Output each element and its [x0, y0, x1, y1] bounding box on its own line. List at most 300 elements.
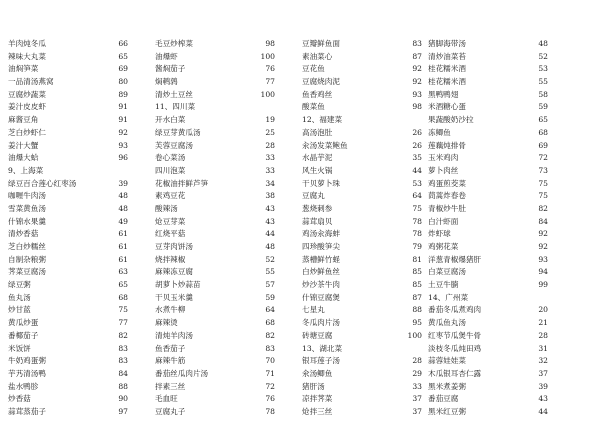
- index-entry: [428, 190, 548, 203]
- index-entry: [155, 127, 275, 140]
- index-entry: [8, 76, 128, 89]
- page-number: 83: [118, 356, 128, 366]
- index-entry: [8, 241, 128, 254]
- page-number: 75: [538, 191, 548, 201]
- index-column-4: [428, 38, 548, 419]
- index-entry: [302, 330, 422, 343]
- dish-name: 鱼丸汤: [8, 292, 31, 302]
- index-entry: [8, 89, 128, 102]
- index-entry: [8, 393, 128, 406]
- page-number: 61: [118, 229, 128, 239]
- page-number: 85: [412, 280, 422, 290]
- page-number: 68: [538, 127, 548, 137]
- page-number: 55: [265, 267, 275, 277]
- section-heading: [302, 114, 422, 127]
- page-number: 58: [538, 89, 548, 99]
- dish-name: 水煮牛柳: [155, 305, 186, 315]
- page-number: 64: [412, 191, 422, 201]
- page-number: 82: [265, 330, 275, 340]
- page-number: 48: [265, 242, 275, 251]
- index-entry: [155, 317, 275, 330]
- dish-name: 清炖羊肉汤: [155, 330, 193, 340]
- dish-name: 羊肉炖冬瓜: [8, 39, 46, 48]
- page-number: 88: [412, 305, 422, 315]
- page-number: 37: [412, 406, 422, 416]
- dish-name: 豆腐丸: [302, 191, 325, 201]
- index-entry: [8, 190, 128, 203]
- page-number: 100: [260, 51, 275, 61]
- dish-name: 麻辣冻豆腐: [155, 267, 193, 277]
- index-entry: [428, 127, 548, 140]
- index-entry: [302, 89, 422, 102]
- index-entry: [428, 254, 548, 267]
- page-number: 93: [118, 140, 128, 150]
- dish-name: 白汁虾面: [428, 216, 459, 226]
- dish-name: 鱼香茄子: [155, 343, 186, 353]
- dish-name: 毛血旺: [155, 394, 178, 404]
- index-entry: [8, 38, 128, 51]
- dish-name: 莲藕炖排骨: [428, 140, 466, 150]
- index-entry: [302, 406, 422, 419]
- page-number: 79: [412, 242, 422, 251]
- page-number: 83: [265, 343, 275, 353]
- page-number: 31: [538, 343, 548, 353]
- index-entry: [302, 393, 422, 406]
- dish-name: 番茄冬瓜煮鸡肉: [428, 305, 482, 315]
- dish-name: 芝白炒糯丝: [8, 242, 46, 251]
- page-number: 96: [118, 153, 128, 163]
- index-entry: [428, 393, 548, 406]
- page-number: 59: [538, 102, 548, 112]
- dish-name: 豆腐烧肉泥: [302, 77, 340, 87]
- dish-name: 冻鲫鱼: [428, 127, 451, 137]
- index-entry: [8, 292, 128, 305]
- index-entry: [155, 76, 275, 89]
- index-entry: [155, 178, 275, 191]
- page-number: 59: [265, 292, 275, 302]
- page-number: 90: [118, 394, 128, 404]
- index-entry: [302, 127, 422, 140]
- dish-name: 9、上海菜: [8, 165, 44, 175]
- dish-name: 油爆大蛤: [8, 153, 39, 163]
- index-entry: [155, 190, 275, 203]
- dish-name: 蒜茸扇贝: [302, 216, 333, 226]
- page-number: 53: [538, 64, 548, 74]
- index-entry: [428, 241, 548, 254]
- index-entry: [155, 63, 275, 76]
- index-entry: [8, 266, 128, 279]
- dish-name: 炒沙茶牛肉: [302, 280, 340, 290]
- page-number: 48: [118, 191, 128, 201]
- index-entry: [428, 368, 548, 381]
- page-number: 37: [412, 394, 422, 404]
- section-heading: [155, 101, 275, 114]
- index-entry: [302, 76, 422, 89]
- index-entry: [428, 343, 548, 356]
- index-entry: [155, 266, 275, 279]
- dish-name: 清炒油菜苔: [428, 51, 466, 61]
- page-number: 92: [412, 77, 422, 87]
- index-entry: [8, 228, 128, 241]
- page-number: 82: [538, 203, 548, 213]
- page-number: 84: [538, 216, 548, 226]
- index-entry: [302, 152, 422, 165]
- index-entry: [428, 101, 548, 114]
- index-entry: [302, 254, 422, 267]
- page-number: 33: [265, 165, 275, 175]
- page-number: 77: [118, 318, 128, 328]
- index-entry: [8, 216, 128, 229]
- index-entry: [155, 140, 275, 153]
- dish-name: 素鸡豆花: [155, 191, 186, 201]
- dish-name: 白炒鲜鱼丝: [302, 267, 340, 277]
- index-entry: [302, 304, 422, 317]
- dish-name: 茼蒿炸春卷: [428, 191, 466, 201]
- index-entry: [302, 216, 422, 229]
- page-number: 28: [538, 330, 548, 340]
- index-entry: [8, 279, 128, 292]
- page-number: 28: [412, 356, 422, 366]
- dish-name: 蒜茸蒸茄子: [8, 406, 46, 416]
- index-entry: [155, 165, 275, 178]
- page-number: 43: [538, 394, 548, 404]
- dish-name: 酸菜鱼: [302, 102, 325, 112]
- dish-name: 红枣节瓜煲牛骨: [428, 330, 482, 340]
- index-entry: [8, 140, 128, 153]
- dish-name: 绿豆芽黄瓜汤: [155, 127, 201, 137]
- page-number: 75: [118, 305, 128, 315]
- dish-name: 卷心菜汤: [155, 153, 186, 163]
- dish-name: 姜汁皮皮虾: [8, 102, 46, 112]
- dish-name: 拌素三丝: [155, 381, 186, 391]
- page-number: 44: [538, 406, 548, 416]
- page-number: 99: [538, 280, 548, 290]
- index-entry: [155, 89, 275, 102]
- dish-name: 雪菜黄鱼汤: [8, 203, 46, 213]
- dish-name: 烧拌辣椒: [155, 254, 186, 264]
- dish-name: 米酒糖心蛋: [428, 102, 466, 112]
- index-entry: [302, 381, 422, 394]
- dish-name: 鸡粥花菜: [428, 242, 459, 251]
- page-number: 57: [265, 280, 275, 290]
- page-number: 33: [412, 381, 422, 391]
- index-entry: [302, 38, 422, 51]
- page-number: 43: [265, 203, 275, 213]
- dish-name: 油爆虾: [155, 51, 178, 61]
- page-number: 39: [538, 381, 548, 391]
- dish-name: 毛豆炒榨菜: [155, 39, 193, 48]
- index-entry: [302, 368, 422, 381]
- dish-name: 黑鸭鸭翅: [428, 89, 459, 99]
- dish-name: 14、广州菜: [428, 292, 469, 302]
- index-entry: [155, 279, 275, 292]
- section-heading: [302, 343, 422, 356]
- page-number: 68: [265, 318, 275, 328]
- index-entry: [8, 63, 128, 76]
- page-number: 73: [538, 165, 548, 175]
- dish-name: 青椒炒牛肚: [428, 203, 466, 213]
- dish-name: 鸡汤汆海蚌: [302, 229, 340, 239]
- dish-name: 水晶芋泥: [302, 153, 333, 163]
- dish-name: 鸡蛋煎茭菜: [428, 178, 466, 188]
- page-number: 88: [118, 381, 128, 391]
- dish-name: 桂花糯米酒: [428, 64, 466, 74]
- dish-name: 猪脚海带汤: [428, 39, 466, 48]
- dish-name: 酱焖茄子: [155, 64, 186, 74]
- index-entry: [8, 406, 128, 419]
- page-number: 85: [412, 267, 422, 277]
- dish-name: 风生火锅: [302, 165, 333, 175]
- page-number: 71: [265, 368, 275, 378]
- page-number: 55: [538, 77, 548, 87]
- index-entry: [302, 51, 422, 64]
- dish-name: 黑米红豆粥: [428, 406, 466, 416]
- index-entry: [428, 406, 548, 419]
- index-entry: [8, 330, 128, 343]
- page-number: 75: [538, 178, 548, 188]
- index-entry: [302, 190, 422, 203]
- page-number: 80: [118, 77, 128, 87]
- page-number: 81: [412, 254, 422, 264]
- page-number: 64: [265, 305, 275, 315]
- dish-name: 蒜蓉娃娃菜: [428, 356, 466, 366]
- page-number: 20: [538, 305, 548, 315]
- dish-name: 干贝玉米羹: [155, 292, 193, 302]
- dish-name: 豆花鱼: [302, 64, 325, 74]
- dish-name: 炝拌三丝: [302, 406, 333, 416]
- page-number: 94: [538, 267, 548, 277]
- dish-name: 炒甘蓝: [8, 305, 31, 315]
- dish-name: 麻酱豆角: [8, 115, 39, 125]
- index-entry: [155, 203, 275, 216]
- page-number: 26: [412, 127, 422, 137]
- dish-name: 鱼香鸡丝: [302, 89, 333, 99]
- dish-name: 砖塘豆腐: [302, 330, 333, 340]
- index-entry: [8, 114, 128, 127]
- index-entry: [302, 203, 422, 216]
- index-entry: [428, 216, 548, 229]
- dish-name: 木瓜银耳杏仁露: [428, 368, 482, 378]
- section-heading: [8, 165, 128, 178]
- dish-name: 桂花糯米酒: [428, 77, 466, 87]
- page-number: 53: [412, 178, 422, 188]
- page-number: 93: [538, 254, 548, 264]
- index-entry: [428, 140, 548, 153]
- page-number: 89: [118, 89, 128, 99]
- dish-name: 姜汁大蟹: [8, 140, 39, 150]
- dish-name: 13、湖北菜: [302, 343, 343, 353]
- dish-name: 盐水鸭胗: [8, 381, 39, 391]
- dish-name: 红烧平菇: [155, 229, 186, 239]
- index-entry: [155, 381, 275, 394]
- index-entry: [428, 355, 548, 368]
- dish-name: 牛奶鸡蛋粥: [8, 356, 46, 366]
- page-number: 28: [265, 140, 275, 150]
- page-number: 92: [412, 64, 422, 74]
- index-entry: [428, 165, 548, 178]
- index-column-1: [8, 38, 128, 419]
- index-entry: [155, 343, 275, 356]
- index-entry: [428, 178, 548, 191]
- index-entry: [8, 304, 128, 317]
- dish-name: 胡萝卜炒蒜苗: [155, 280, 201, 290]
- index-entry: [155, 114, 275, 127]
- page-number: 63: [118, 267, 128, 277]
- index-entry: [428, 228, 548, 241]
- dish-name: 淡枝冬瓜炖田鸡: [428, 343, 482, 353]
- dish-name: 果蔬酸奶沙拉: [428, 115, 474, 125]
- page-number: 33: [265, 153, 275, 163]
- dish-name: 辣味大丸菜: [8, 51, 46, 61]
- dish-name: 绿豆百合莲心红枣汤: [8, 178, 77, 188]
- page-number: 43: [265, 216, 275, 226]
- index-entry: [428, 38, 548, 51]
- dish-name: 花椒油拌鲜芦笋: [155, 178, 209, 188]
- dish-name: 番茄丝瓜肉片汤: [155, 368, 209, 378]
- index-entry: [428, 114, 548, 127]
- page-number: 68: [118, 292, 128, 302]
- dish-name: 开水白菜: [155, 115, 186, 125]
- dish-name: 豆腐丸子: [155, 406, 186, 416]
- index-entry: [428, 266, 548, 279]
- index-entry: [302, 355, 422, 368]
- dish-name: 清炒土豆丝: [155, 89, 193, 99]
- dish-name: 酸辣汤: [155, 203, 178, 213]
- page-number: 48: [118, 203, 128, 213]
- dish-name: 素油菜心: [302, 51, 333, 61]
- index-entry: [428, 76, 548, 89]
- index-entry: [302, 317, 422, 330]
- dish-name: 氽汤鲫鱼: [302, 368, 333, 378]
- index-entry: [302, 279, 422, 292]
- dish-name: 麻辣烫: [155, 318, 178, 328]
- index-entry: [155, 254, 275, 267]
- index-entry: [155, 406, 275, 419]
- index-entry: [428, 317, 548, 330]
- page-number: 29: [412, 368, 422, 378]
- index-entry: [8, 178, 128, 191]
- page-number: 92: [118, 127, 128, 137]
- dish-name: 七星丸: [302, 305, 325, 315]
- index-entry: [155, 292, 275, 305]
- dish-name: 干贝萝卜珠: [302, 178, 340, 188]
- page-number: 84: [118, 368, 128, 378]
- page-number: 92: [538, 242, 548, 251]
- dish-name: 麻辣牛筋: [155, 356, 186, 366]
- dish-name: 萝卜肉丝: [428, 165, 459, 175]
- dish-name: 冬瓜肉片汤: [302, 318, 340, 328]
- dish-name: 炝豆芽菜: [155, 216, 186, 226]
- index-entry: [155, 228, 275, 241]
- page-number: 93: [412, 89, 422, 99]
- page-number: 35: [412, 153, 422, 163]
- index-entry: [428, 63, 548, 76]
- page-number: 34: [265, 178, 275, 188]
- page-number: 39: [118, 178, 128, 188]
- index-entry: [302, 178, 422, 191]
- dish-name: 蒸槽鲜竹蛏: [302, 254, 340, 264]
- dish-name: 什锦豆腐煲: [302, 292, 340, 302]
- page-number: 95: [412, 318, 422, 328]
- dish-name: 黄瓜鱼丸汤: [428, 318, 466, 328]
- page-number: 97: [118, 406, 128, 416]
- page-number: 100: [407, 330, 422, 340]
- dish-name: 黄瓜炒蛋: [8, 318, 39, 328]
- index-entry: [155, 393, 275, 406]
- dish-name: 豆芽肉饼汤: [155, 242, 193, 251]
- dish-name: 四川泡菜: [155, 165, 186, 175]
- page-number: 38: [265, 191, 275, 201]
- index-entry: [302, 140, 422, 153]
- page-number: 87: [412, 51, 422, 61]
- index-entry: [8, 254, 128, 267]
- section-heading: [428, 292, 548, 305]
- index-entry: [8, 152, 128, 165]
- dish-name: 洋葱青椒爆猪肝: [428, 254, 482, 264]
- page-number: 52: [265, 254, 275, 264]
- page-number: 37: [538, 368, 548, 378]
- page-number: 25: [265, 127, 275, 137]
- index-entry: [8, 203, 128, 216]
- dish-name: 咖喱牛肉汤: [8, 191, 46, 201]
- page-number: 76: [265, 64, 275, 74]
- index-entry: [155, 241, 275, 254]
- index-entry: [8, 101, 128, 114]
- page-number: 61: [118, 254, 128, 264]
- dish-name: 猪肝汤: [302, 381, 325, 391]
- dish-name: 银耳莲子汤: [302, 356, 340, 366]
- dish-name: 玉米鸡肉: [428, 153, 459, 163]
- page-number: 98: [265, 39, 275, 48]
- index-entry: [428, 304, 548, 317]
- page-number: 98: [412, 102, 422, 112]
- index-entry: [155, 216, 275, 229]
- page-number: 52: [538, 51, 548, 61]
- dish-name: 四珍酸笋尖: [302, 242, 340, 251]
- index-entry: [302, 165, 422, 178]
- index-column-2: [155, 38, 275, 419]
- index-entry: [302, 228, 422, 241]
- page-number: 61: [118, 242, 128, 251]
- index-entry: [428, 279, 548, 292]
- dish-name: 芙蓉豆腐汤: [155, 140, 193, 150]
- page-number: 100: [260, 89, 275, 99]
- index-entry: [8, 368, 128, 381]
- page-number: 76: [265, 394, 275, 404]
- dish-name: 11、四川菜: [155, 102, 196, 112]
- dish-name: 炒香菇: [8, 394, 31, 404]
- dish-name: 一品清汤燕窝: [8, 77, 54, 87]
- index-entry: [155, 152, 275, 165]
- page-number: 77: [265, 77, 275, 87]
- index-entry: [302, 101, 422, 114]
- dish-name: 凉拌荠菜: [302, 394, 333, 404]
- dish-name: 油焖笋菜: [8, 64, 39, 74]
- index-entry: [8, 343, 128, 356]
- page-number: 78: [412, 216, 422, 226]
- index-entry: [428, 51, 548, 64]
- page-number: 70: [265, 356, 275, 366]
- index-entry: [302, 292, 422, 305]
- index-entry: [428, 152, 548, 165]
- dish-name: 什锦水果羹: [8, 216, 46, 226]
- page-number: 78: [265, 406, 275, 416]
- page-number: 91: [118, 102, 128, 112]
- page-number: 69: [538, 140, 548, 150]
- page-number: 82: [118, 330, 128, 340]
- page-number: 72: [538, 153, 548, 163]
- page-number: 78: [412, 229, 422, 239]
